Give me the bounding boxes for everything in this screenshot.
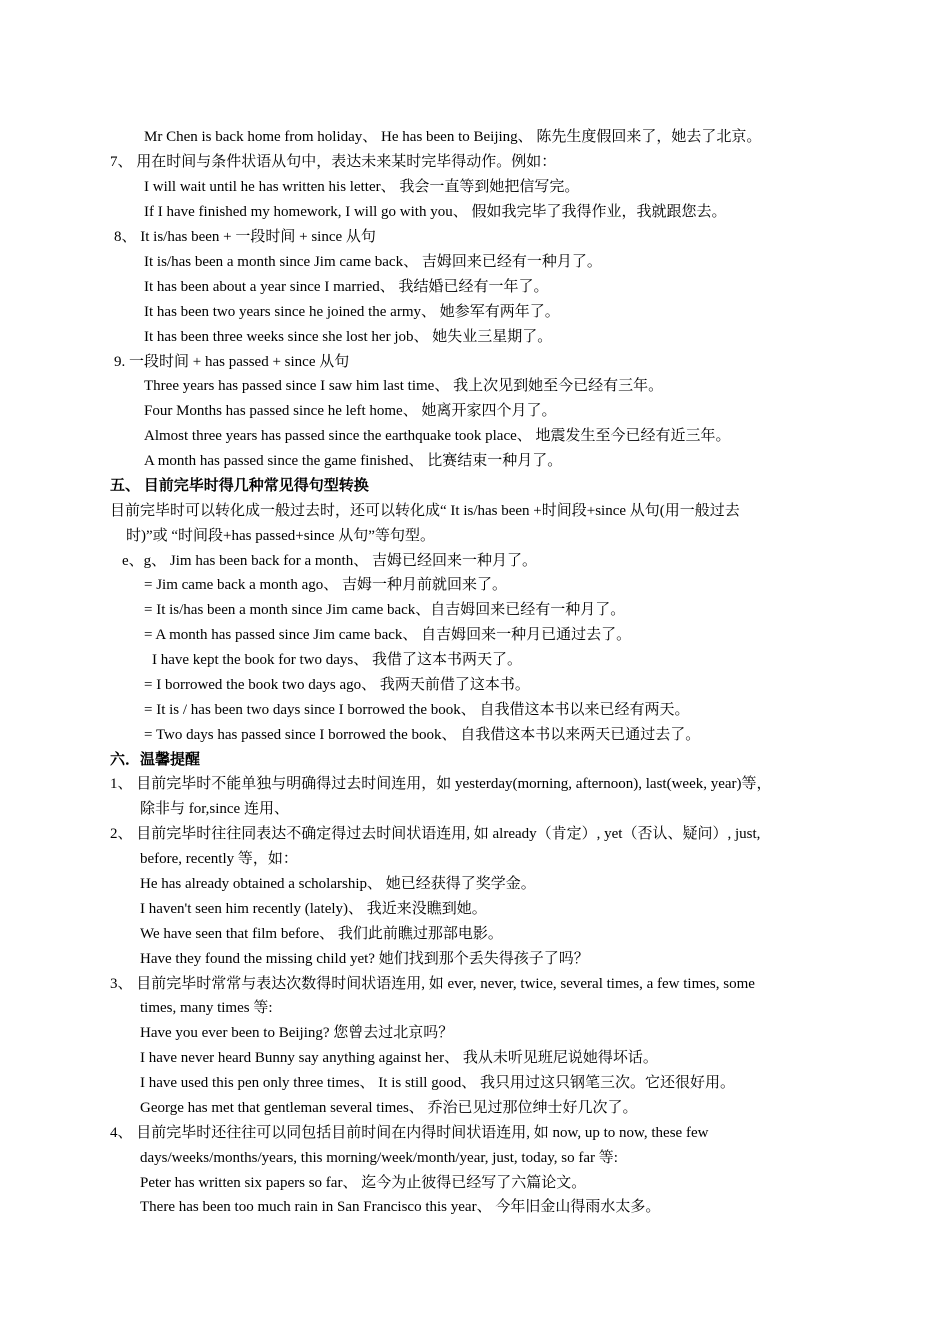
list-item-7: 7、 用在时间与条件状语从句中，表达未来某时完毕得动作。例如： bbox=[110, 154, 557, 170]
example-sentence: Almost three years has passed since the earthquake took place、 地震发生至今已经有近三年。 bbox=[144, 428, 731, 444]
example-sentence: = I borrowed the book two days ago、 我两天前借了这本书。 bbox=[144, 677, 530, 693]
list-item-continuation: before, recently 等，如： bbox=[140, 851, 298, 867]
example-sentence: I have used this pen only three times、 It is still good、 我只用过这只钢笔三次。它还很好用。 bbox=[140, 1075, 735, 1091]
example-sentence: Peter has written six papers so far、 迄今为止彼得已经写了六篇论文。 bbox=[140, 1175, 587, 1191]
list-item-1: 1、 目前完毕时不能单独与明确得过去时间连用，如 yesterday(morning, afternoon), last(week, year)等， bbox=[110, 776, 772, 792]
paragraph: 目前完毕时可以转化成一般过去时，还可以转化成“ It is/has been +时间段+since 从句(用一般过去 bbox=[110, 503, 740, 519]
example-sentence: = It is/has been a month since Jim came back、自吉姆回来已经有一种月了。 bbox=[144, 602, 626, 618]
text-line: Mr Chen is back home from holiday、 He has been to Beijing、 陈先生度假回来了，她去了北京。 bbox=[144, 129, 762, 145]
example-sentence: He has already obtained a scholarship、 她已经获得了奖学金。 bbox=[140, 876, 536, 892]
list-item-9: 9. 一段时间 + has passed + since 从句 bbox=[114, 354, 350, 370]
example-sentence: Have you ever been to Beijing? 您曾去过北京吗？ bbox=[140, 1025, 454, 1041]
example-sentence: Four Months has passed since he left home、 她离开家四个月了。 bbox=[144, 403, 557, 419]
example-sentence: It has been three weeks since she lost her job、 她失业三星期了。 bbox=[144, 329, 553, 345]
list-item-2: 2、 目前完毕时往往同表达不确定得过去时间状语连用, 如 already（肯定）, yet（否认、疑问）, just, bbox=[110, 826, 761, 842]
example-sentence: I have never heard Bunny say anything against her、 我从未听见班尼说她得坏话。 bbox=[140, 1050, 658, 1066]
section-heading-5: 五、 目前完毕时得几种常见得句型转换 bbox=[110, 478, 369, 494]
example-sentence: I will wait until he has written his letter、 我会一直等到她把信写完。 bbox=[144, 179, 580, 195]
list-item-3: 3、 目前完毕时常常与表达次数得时间状语连用, 如 ever, never, twice, several times, a few times, some bbox=[110, 976, 755, 992]
section-heading-6: 六．温馨提醒 bbox=[110, 752, 201, 768]
example-sentence: It is/has been a month since Jim came back、 吉姆回来已经有一种月了。 bbox=[144, 254, 602, 270]
example-sentence: There has been too much rain in San Francisco this year、 今年旧金山得雨水太多。 bbox=[140, 1199, 661, 1215]
example-sentence: George has met that gentleman several times、 乔治已见过那位绅士好几次了。 bbox=[140, 1100, 638, 1116]
example-sentence: It has been about a year since I married、 我结婚已经有一年了。 bbox=[144, 279, 549, 295]
example-sentence: = A month has passed since Jim came back、 自吉姆回来一种月已通过去了。 bbox=[144, 627, 632, 643]
example-sentence: = Two days has passed since I borrowed the book、 自我借这本书以来两天已通过去了。 bbox=[144, 727, 701, 743]
list-item-continuation: times, many times 等: bbox=[140, 1000, 273, 1016]
example-sentence: It has been two years since he joined the army、 她参军有两年了。 bbox=[144, 304, 560, 320]
example-sentence: = It is / has been two days since I borrowed the book、 自我借这本书以来已经有两天。 bbox=[144, 702, 690, 718]
example-sentence: Three years has passed since I saw him last time、 我上次见到她至今已经有三年。 bbox=[144, 378, 664, 394]
example-sentence: Have they found the missing child yet? 她们找到那个丢失得孩子了吗？ bbox=[140, 951, 589, 967]
list-item-continuation: days/weeks/months/years, this morning/week/month/year, just, today, so far 等: bbox=[140, 1150, 618, 1166]
list-item-4: 4、 目前完毕时还往往可以同包括目前时间在内得时间状语连用, 如 now, up to now, these few bbox=[110, 1125, 709, 1141]
example-sentence: I have kept the book for two days、 我借了这本书两天了。 bbox=[152, 652, 522, 668]
example-sentence: e、g、 Jim has been back for a month、 吉姆已经回来一种月了。 bbox=[122, 553, 537, 569]
example-sentence: = Jim came back a month ago、 吉姆一种月前就回来了。 bbox=[144, 577, 507, 593]
list-item-8: 8、 It is/has been + 一段时间 + since 从句 bbox=[114, 229, 376, 245]
example-sentence: If I have finished my homework, I will go with you、 假如我完毕了我得作业，我就跟您去。 bbox=[144, 204, 727, 220]
example-sentence: A month has passed since the game finished、 比赛结束一种月了。 bbox=[144, 453, 563, 469]
list-item-continuation: 除非与 for,since 连用、 bbox=[140, 801, 289, 817]
example-sentence: I haven't seen him recently (lately)、 我近来没瞧到她。 bbox=[140, 901, 487, 917]
paragraph: 时)”或 “时间段+has passed+since 从句”等句型。 bbox=[126, 528, 435, 544]
example-sentence: We have seen that film before、 我们此前瞧过那部电影。 bbox=[140, 926, 503, 942]
